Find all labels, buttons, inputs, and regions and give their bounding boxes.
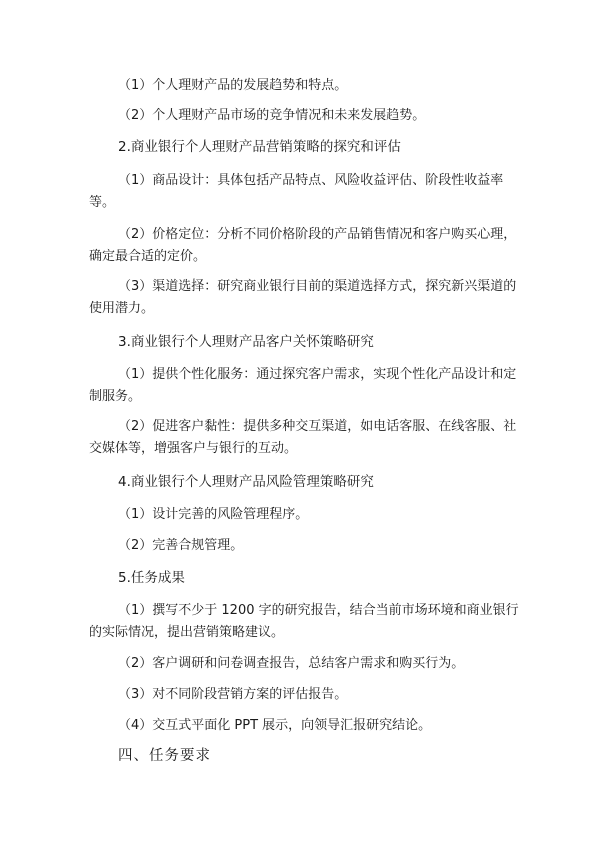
paragraph-item-4-1: （1）设计完善的风险管理程序。	[118, 507, 309, 522]
paragraph-item-2-1: （1）商品设计：具体包括产品特点、风险收益评估、阶段性收益率等。	[89, 173, 504, 210]
paragraph-item-5-3: （3）对不同阶段营销方案的评估报告。	[118, 687, 348, 702]
paragraph-item-1-1: （1）个人理财产品的发展趋势和特点。	[118, 78, 348, 93]
paragraph-item-2-2: （2）价格定位：分析不同价格阶段的产品销售情况和客户购买心理，确定最合适的定价。	[89, 227, 517, 264]
section-heading-3: 3.商业银行个人理财产品客户关怀策略研究	[118, 334, 374, 350]
section-heading-four: 四、任务要求	[118, 748, 211, 764]
paragraph-item-3-1: （1）提供个性化服务：通过探究客户需求，实现个性化产品设计和定制服务。	[89, 367, 517, 404]
section-heading-5: 5.任务成果	[118, 570, 185, 586]
paragraph-item-1-2: （2）个人理财产品市场的竞争情况和未来发展趋势。	[118, 108, 426, 123]
paragraph-item-5-1: （1）撰写不少于 1200 字的研究报告，结合当前市场环境和商业银行的实际情况，提出营销策略建议。	[89, 603, 519, 640]
paragraph-item-3-2: （2）促进客户黏性：提供多种交互渠道，如电话客服、在线客服、社交媒体等，增强客户与银行的互动。	[89, 419, 517, 456]
paragraph-item-5-4: （4）交互式平面化 PPT 展示，向领导汇报研究结论。	[118, 718, 432, 733]
section-heading-4: 4.商业银行个人理财产品风险管理策略研究	[118, 474, 374, 490]
paragraph-item-4-2: （2）完善合规管理。	[118, 538, 244, 553]
paragraph-item-5-2: （2）客户调研和问卷调查报告，总结客户需求和购买行为。	[118, 656, 465, 671]
section-heading-2: 2.商业银行个人理财产品营销策略的探究和评估	[118, 139, 401, 155]
paragraph-item-2-3: （3）渠道选择：研究商业银行目前的渠道选择方式，探究新兴渠道的使用潜力。	[89, 279, 517, 316]
